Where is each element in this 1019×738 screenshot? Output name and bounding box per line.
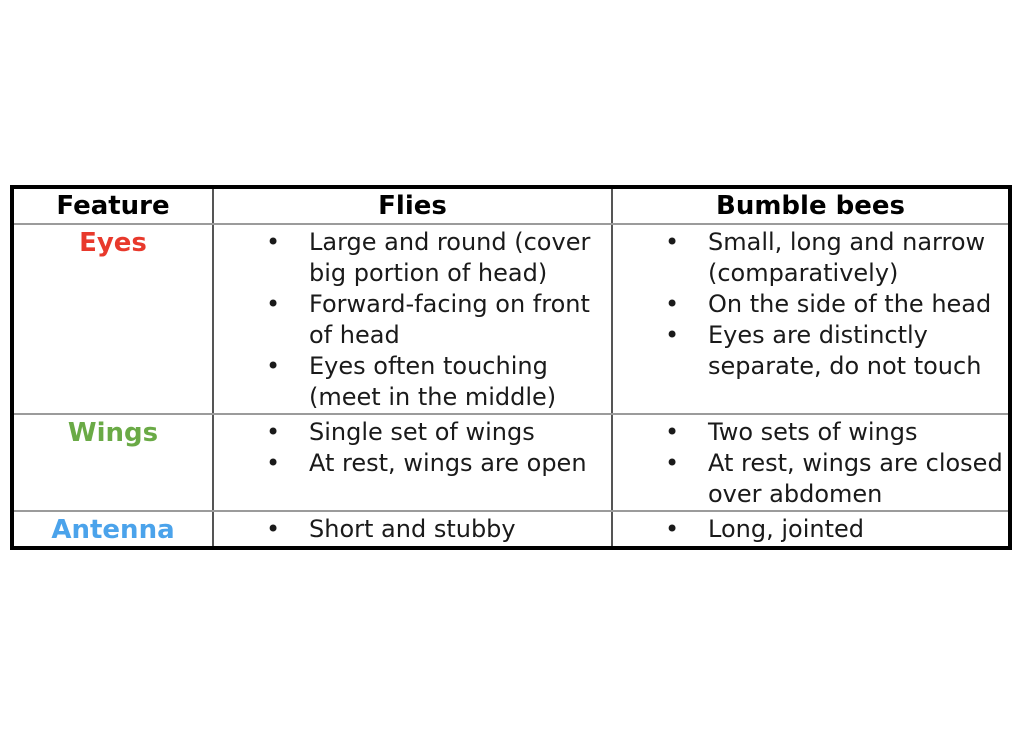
table-container [10, 185, 1012, 550]
list-item: • Eyes often touching (meet in the middle) [214, 351, 611, 413]
bullet-list [214, 225, 611, 413]
list-item: • Two sets of wings [613, 417, 1008, 448]
table-row-eyes [12, 224, 1010, 414]
cell-bumble-bees-wings [612, 414, 1010, 511]
cell-flies-antenna [213, 511, 612, 548]
bullet-list [214, 512, 611, 545]
table-row-wings [12, 414, 1010, 511]
list-item: • Single set of wings [214, 417, 611, 448]
fly-vs-bee-comparison-table [10, 185, 1012, 550]
cell-bumble-bees-antenna [612, 511, 1010, 548]
cell-flies-wings [213, 414, 612, 511]
feature-label-wings: Wings [12, 414, 213, 511]
list-item: • Small, long and narrow (comparatively) [613, 227, 1008, 289]
bullet-list [613, 225, 1008, 382]
cell-flies-eyes [213, 224, 612, 414]
bullet-list [214, 415, 611, 479]
cell-bumble-bees-eyes [612, 224, 1010, 414]
column-header-feature: Feature [12, 187, 213, 224]
column-header-flies: Flies [213, 187, 612, 224]
list-item: • On the side of the head [613, 289, 1008, 320]
header-row [12, 187, 1010, 224]
table-row-antenna [12, 511, 1010, 548]
list-item: • Large and round (cover big portion of head) [214, 227, 611, 289]
feature-label-eyes: Eyes [12, 224, 213, 414]
list-item: • Long, jointed [613, 514, 1008, 545]
bullet-list [613, 512, 1008, 545]
list-item: • At rest, wings are closed over abdomen [613, 448, 1008, 510]
list-item: • Short and stubby [214, 514, 611, 545]
list-item: • Eyes are distinctly separate, do not touch [613, 320, 1008, 382]
list-item: • At rest, wings are open [214, 448, 611, 479]
column-header-bumble-bees: Bumble bees [612, 187, 1010, 224]
list-item: • Forward-facing on front of head [214, 289, 611, 351]
feature-label-antenna: Antenna [12, 511, 213, 548]
bullet-list [613, 415, 1008, 510]
